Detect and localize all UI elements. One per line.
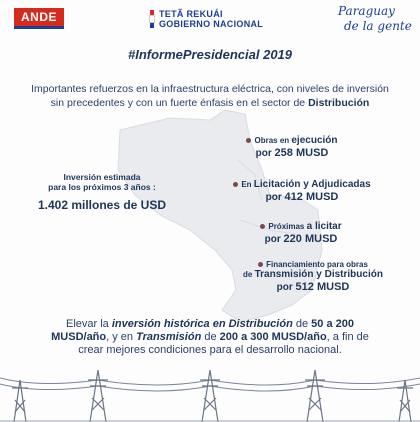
closing-emph: inversión histórica en Distribución (111, 318, 293, 330)
item-execution (232, 136, 352, 161)
item-label-line2: de (243, 270, 255, 279)
tower-icon (88, 370, 108, 422)
ande-logo-stripe (14, 26, 64, 29)
tower-icon (200, 370, 220, 422)
tower-icon (305, 370, 325, 422)
closing-bold: 200 a 300 MUSD/año (219, 331, 327, 343)
item-label-bold: ejecución (291, 135, 338, 146)
item-upcoming (246, 222, 356, 247)
closing-part: de (292, 318, 312, 330)
item-label: Financiamiento para obras (266, 260, 368, 269)
bullet-dot-icon (260, 224, 265, 229)
ande-logo (14, 8, 64, 30)
gov-line1: TETÃ REKUÁI (159, 9, 223, 19)
closing-text (20, 318, 400, 357)
slogan-logo (330, 4, 416, 44)
closing-line1 (20, 318, 400, 331)
item-financing (228, 260, 398, 295)
bullet-dot-icon (233, 182, 238, 187)
item-label-line2-bold: Transmisión y Distribución (254, 269, 383, 280)
item-amount-prefix: por (276, 282, 296, 293)
government-logo (150, 9, 290, 31)
investment-estimate (2, 172, 202, 222)
item-amount: 258 MUSD (274, 147, 329, 159)
bullet-dot-icon (246, 138, 251, 143)
item-amount: 220 MUSD (283, 233, 338, 245)
closing-part: Elevar la (66, 318, 112, 330)
item-amount-prefix: por (265, 192, 285, 203)
investment-label1: Inversión estimada (63, 172, 141, 182)
slogan-line1: Paraguay (338, 4, 395, 18)
investment-label2: para los próximos 3 años : (48, 182, 156, 192)
item-amount: 412 MUSD (284, 191, 339, 203)
item-label-bold: Licitación y Adjudicadas (253, 179, 371, 190)
item-tender (222, 180, 382, 205)
slogan-line2: de la gente (344, 19, 412, 33)
power-towers-illustration (0, 360, 420, 422)
gov-line2: GOBIERNO NACIONAL (159, 19, 264, 29)
ande-logo-text: ANDE (14, 8, 64, 26)
item-label: En (241, 180, 254, 189)
item-label: Obras en (254, 136, 292, 145)
intro-line1: Importantes refuerzos en la infraestructura eléctrica, con niveles de inversión (31, 83, 389, 95)
item-amount: 512 MUSD (295, 281, 350, 293)
item-amount-prefix: por (255, 148, 275, 159)
item-amount-prefix: por (264, 234, 284, 245)
closing-line3: crear mejores condiciones para el desarrollo nacional. (78, 344, 342, 356)
closing-part: , y en (106, 331, 137, 343)
bullet-dot-icon (258, 262, 263, 267)
closing-emph: Transmisión (136, 331, 202, 343)
tower-icon (12, 380, 28, 422)
item-label-bold: a licitar (306, 221, 342, 232)
intro-line2 (12, 96, 408, 110)
item-label: Próximas (268, 222, 307, 231)
intro-text (12, 82, 408, 110)
closing-line2 (20, 331, 400, 344)
intro-line2-bold: Distribución (308, 97, 370, 109)
investment-value: 1.402 millones de USD (37, 198, 167, 212)
hashtag-title: #InformePresidencial 2019 (127, 47, 293, 62)
closing-part: , a fin de (326, 331, 369, 343)
closing-bold: 50 a 200 (311, 318, 354, 330)
closing-bold: MUSD/año (51, 331, 107, 343)
intro-line2-text: sin precedentes y con un fuerte énfasis en el sector de (50, 97, 309, 109)
closing-part: de (201, 331, 220, 343)
flag-icon (150, 10, 154, 28)
